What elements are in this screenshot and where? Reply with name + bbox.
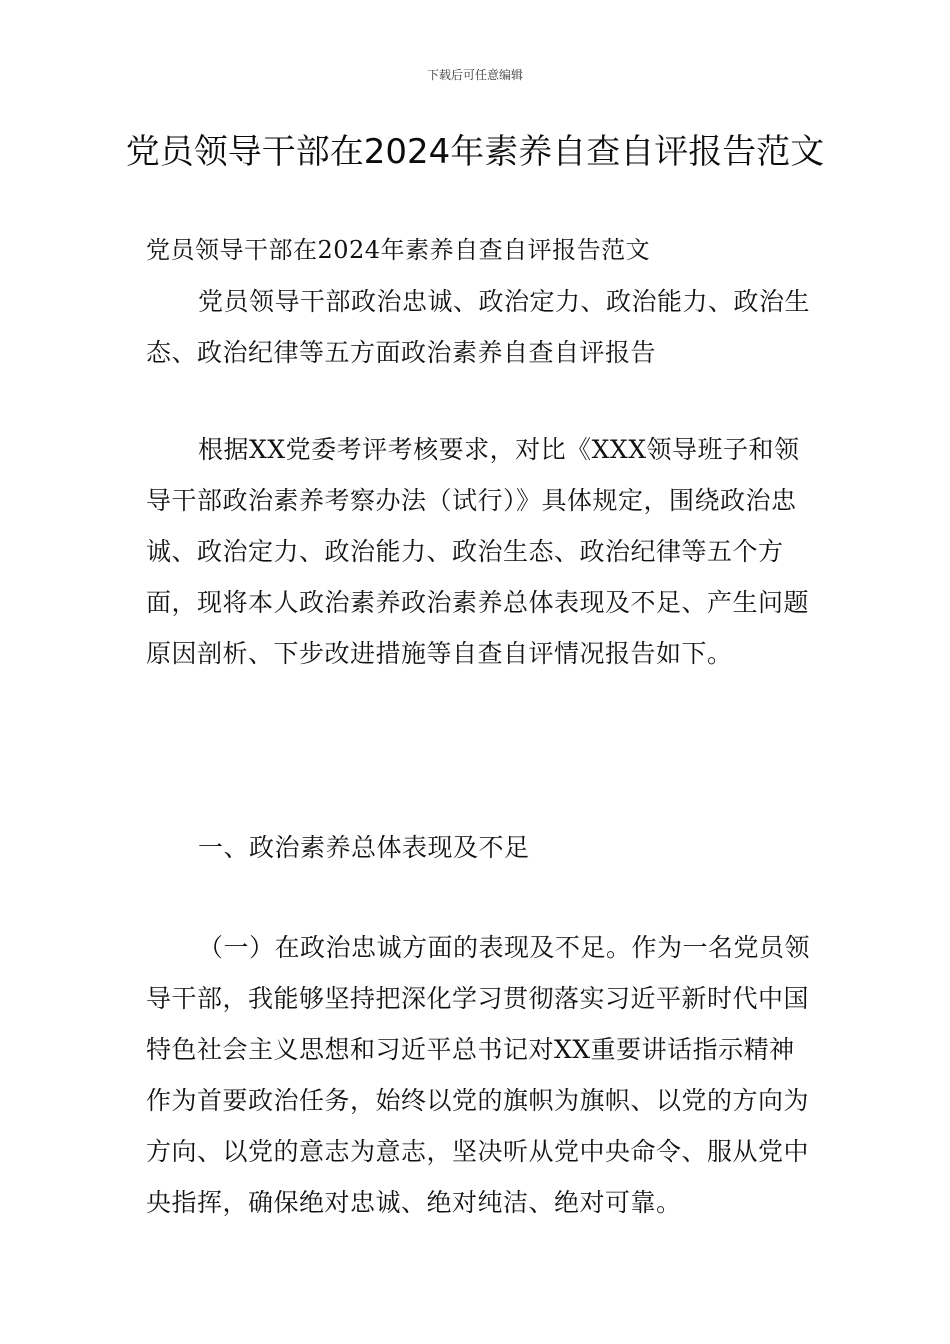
basis-paragraph: 根据XX党委考评考核要求，对比《XXX领导班子和领导干部政治素养考察办法（试行）》具体规定，围绕政治忠诚、政治定力、政治能力、政治生态、政治纪律等五个方面，现将本人政治素养政治素养总体表现及不足、产生问题原因剖析、下步改进措施等自查自评情况报告如下。 (146, 435, 810, 668)
section-1-item-1-paragraph: （一）在政治忠诚方面的表现及不足。作为一名党员领导干部，我能够坚持把深化学习贯彻落实习近平新时代中国特色社会主义思想和习近平总书记对XX重要讲话指示精神作为首要政治任务，始终以党的旗帜为旗帜、以党的方向为方向、以党的意志为意志，坚决听从党中央命令、服从党中央指挥，确保绝对忠诚、绝对纯洁、绝对可靠。 (146, 933, 811, 1217)
document-subtitle: 党员领导干部在2024年素养自查自评报告范文 (146, 236, 651, 264)
section-heading-1: 一、政治素养总体表现及不足 (198, 833, 530, 862)
page-header-note: 下载后可任意编辑 (426, 68, 523, 82)
intro-paragraph: 党员领导干部政治忠诚、政治定力、政治能力、政治生态、政治纪律等五方面政治素养自查自评报告 (146, 287, 811, 367)
document-title: 党员领导干部在2024年素养自查自评报告范文 (125, 132, 825, 172)
